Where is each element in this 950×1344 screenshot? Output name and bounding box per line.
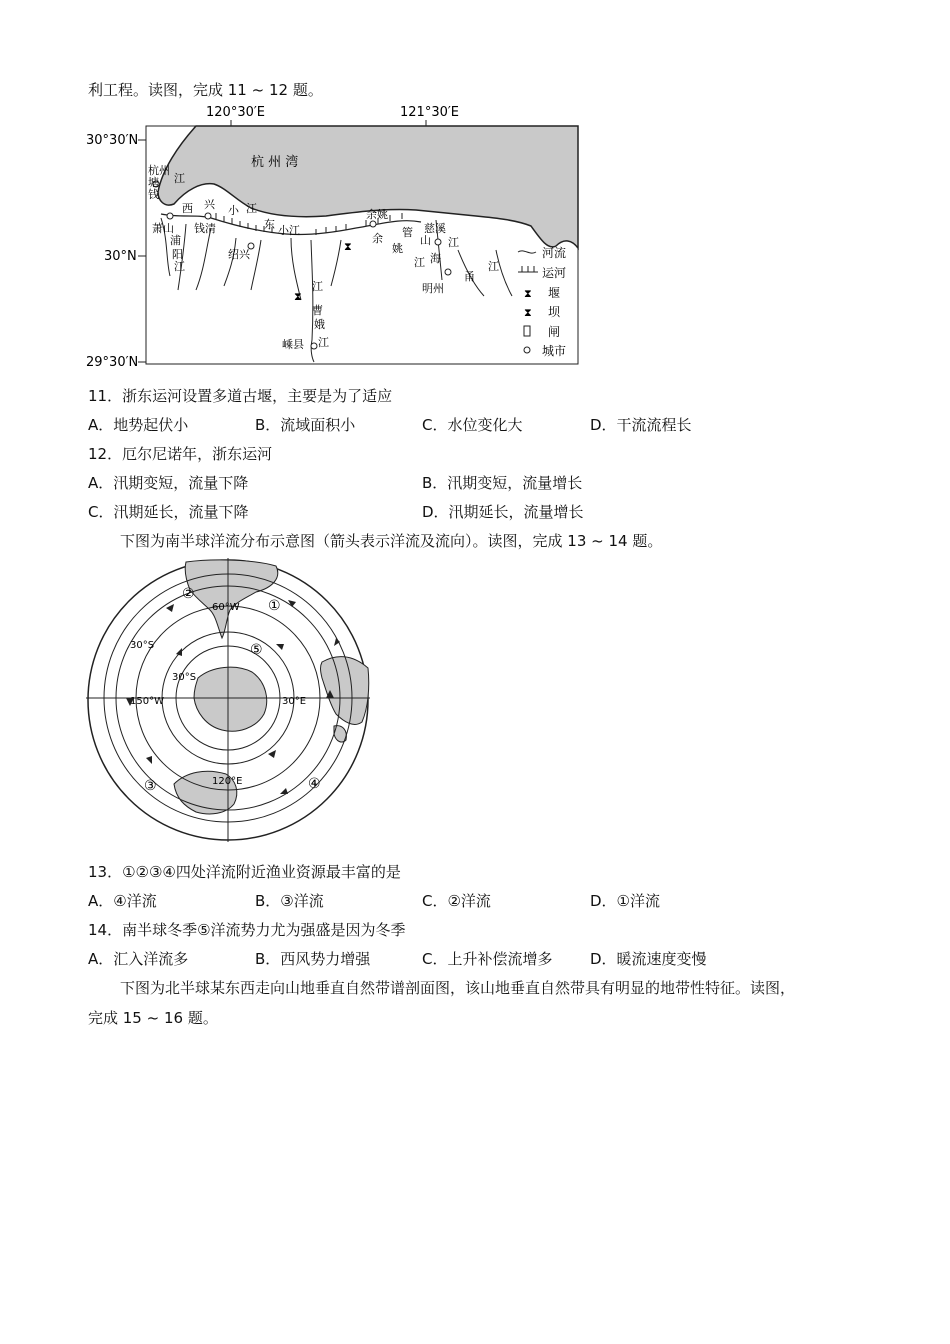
city-legend-icon [524, 347, 530, 353]
lat-label: 30°30′N [86, 133, 139, 148]
place-label: 小 [228, 204, 239, 217]
q12-stem: 12．厄尔尼诺年，浙东运河 [88, 445, 273, 463]
place-label: 姚 [392, 242, 403, 255]
q13-stem: 13．①②③④四处洋流附近渔业资源最丰富的是 [88, 863, 401, 881]
place-label: 甬 [464, 270, 475, 283]
intro-line: 利工程。读图，完成 11 ~ 12 题。 [88, 81, 323, 99]
place-label: 绍兴 [228, 248, 250, 261]
current-3-label: ③ [144, 778, 157, 794]
q13-option-b[interactable]: B．③洋流 [255, 892, 324, 910]
map2-label-60w: 60°W [212, 602, 240, 613]
intro-15-16-line2: 完成 15 ~ 16 题。 [88, 1009, 218, 1027]
place-label: 娥 [314, 318, 325, 331]
place-label: 嵊县 [282, 338, 304, 351]
place-label: 江 [246, 202, 257, 215]
bay-label: 杭 州 湾 [251, 155, 299, 170]
city-xiaoshan-marker [167, 213, 173, 219]
q12-option-b[interactable]: B．汛期变短，流量增长 [422, 474, 583, 492]
q14-option-c[interactable]: C．上升补偿流增多 [422, 950, 553, 968]
lat-label: 29°30′N [86, 355, 139, 370]
gate-legend-icon [524, 326, 530, 336]
map2-label-120e: 120°E [212, 776, 243, 787]
q11-stem: 11．浙东运河设置多道古堰，主要是为了适应 [88, 387, 393, 405]
place-label: 江 [488, 260, 499, 273]
legend-dam: 坝 [548, 305, 561, 319]
place-label: 海 [430, 252, 441, 265]
map2-label-30e: 30°E [282, 696, 307, 707]
q11-option-a[interactable]: A．地势起伏小 [88, 416, 189, 434]
legend-city: 城市 [542, 344, 567, 358]
place-label: 山 [420, 234, 431, 247]
q14-option-d[interactable]: D．暖流速度变慢 [590, 950, 707, 968]
place-label: 管 [402, 226, 413, 239]
dam-icon: ⧗ [294, 290, 302, 303]
q11-option-b[interactable]: B．流域面积小 [255, 416, 356, 434]
map2-label-30s-outer: 30°S [130, 640, 155, 651]
legend-weir: 堰 [548, 286, 561, 300]
q12-option-d[interactable]: D．汛期延长，流量增长 [422, 503, 584, 521]
city-shengxian-marker [311, 343, 317, 349]
city-yuyao-marker [370, 221, 376, 227]
q12-option-a[interactable]: A．汛期变短，流量下降 [88, 474, 249, 492]
place-label: 塘 [148, 176, 159, 189]
zhedong-canal-map [86, 100, 586, 375]
weir-icon: ⧗ [344, 240, 352, 253]
place-label: 杭州 [148, 164, 170, 177]
place-label: 江 [448, 236, 459, 249]
place-label: 明州 [422, 282, 444, 295]
intro-13-14: 下图为南半球洋流分布示意图（箭头表示洋流及流向）。读图，完成 13 ~ 14 题。 [120, 532, 663, 550]
place-label: 阳 [172, 248, 183, 261]
q14-option-b[interactable]: B．西风势力增强 [255, 950, 371, 968]
city-cixi-marker [435, 239, 441, 245]
place-label: 江 [174, 172, 185, 185]
place-label: 钱清 [194, 222, 216, 235]
lon-label: 120°30′E [206, 105, 266, 120]
city-qianqing-marker [205, 213, 211, 219]
place-label: 曹 [312, 304, 323, 317]
lon-label: 121°30′E [400, 105, 460, 120]
intro-15-16-line1: 下图为北半球某东西走向山地垂直自然带谱剖面图，该山地垂直自然带具有明显的地带性特征。读图， [120, 979, 796, 997]
current-5-label: ⑤ [250, 642, 263, 658]
place-label: 江 [414, 256, 425, 269]
place-label: 余 [372, 232, 383, 245]
legend-gate: 闸 [548, 325, 561, 339]
weir-legend-icon: ⧗ [524, 287, 532, 300]
ocean-currents-map [86, 558, 370, 842]
legend-river: 河流 [542, 246, 567, 260]
dam-legend-icon: ⧗ [524, 306, 532, 319]
place-label: 江 [318, 336, 329, 349]
map2-label-30s-inner: 30°S [172, 672, 197, 683]
map2-label-150w: 150°W [130, 696, 164, 707]
city-mingzhou-marker [445, 269, 451, 275]
q13-option-a[interactable]: A．④洋流 [88, 892, 157, 910]
current-4-label: ④ [308, 776, 321, 792]
place-label: 兴 [204, 198, 215, 211]
q12-option-c[interactable]: C．汛期延长，流量下降 [88, 503, 249, 521]
q13-option-d[interactable]: D．①洋流 [590, 892, 660, 910]
place-label: 小江 [278, 224, 300, 237]
lat-label: 30°N [104, 249, 137, 264]
place-label: 江 [174, 260, 185, 273]
q13-option-c[interactable]: C．②洋流 [422, 892, 491, 910]
legend-canal: 运河 [542, 266, 567, 280]
place-label: 江 [312, 280, 323, 293]
current-1-label: ① [268, 598, 281, 614]
place-label: 浦 [170, 234, 181, 247]
q14-stem: 14．南半球冬季⑤洋流势力尤为强盛是因为冬季 [88, 921, 406, 939]
q14-option-a[interactable]: A．汇入洋流多 [88, 950, 189, 968]
place-label: 萧山 [152, 222, 174, 235]
place-label: 东 [264, 218, 275, 231]
q11-option-d[interactable]: D．干流流程长 [590, 416, 692, 434]
place-label: 钱 [148, 188, 159, 201]
place-label: 慈溪 [424, 222, 446, 235]
q11-option-c[interactable]: C．水位变化大 [422, 416, 523, 434]
current-2-label: ② [182, 586, 195, 602]
place-label: 西 [182, 202, 193, 215]
place-label: 余姚 [366, 208, 388, 221]
